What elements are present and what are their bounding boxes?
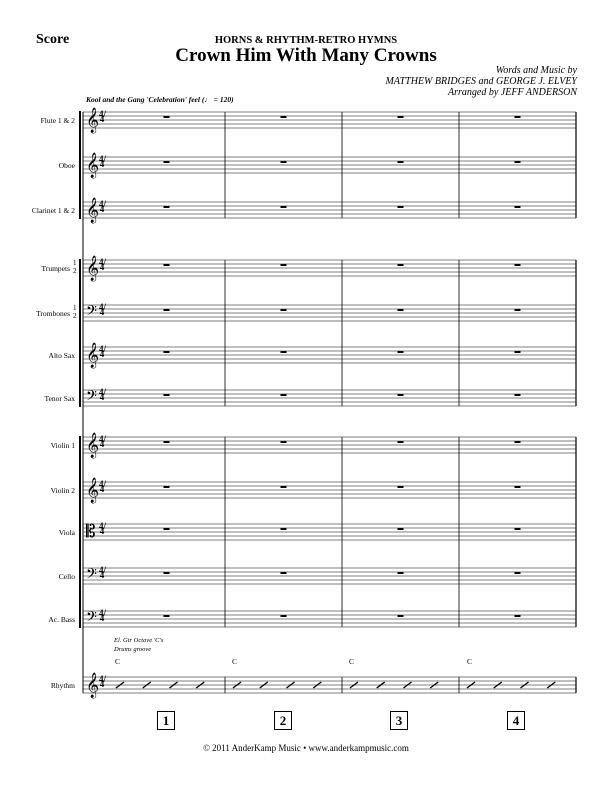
whole-rest-icon	[164, 116, 170, 118]
whole-rest-icon	[281, 309, 287, 311]
whole-rest-icon	[164, 309, 170, 311]
bass-clef-icon: 𝄢	[86, 388, 97, 408]
whole-rest-icon	[164, 615, 170, 617]
part-numbers: 1 2	[73, 304, 77, 320]
bass-clef-icon: 𝄢	[86, 609, 97, 629]
whole-rest-icon	[515, 615, 521, 617]
instrument-label: Violin 1	[50, 441, 75, 450]
whole-rest-icon	[281, 351, 287, 353]
time-signature: 4/4	[99, 153, 107, 170]
time-signature: 4/4	[99, 520, 107, 537]
time-signature: 4/4	[99, 673, 107, 690]
whole-rest-icon	[398, 441, 404, 443]
time-signature: 4/4	[99, 198, 107, 215]
whole-rest-icon	[515, 206, 521, 208]
copyright-footer: © 2011 AnderKamp Music • www.anderkampmusic.com	[203, 743, 409, 753]
series-title: HORNS & RHYTHM-RETRO HYMNS	[214, 35, 398, 46]
score-label: Score	[36, 32, 70, 47]
instrument-label: Flute 1 & 2	[40, 116, 75, 125]
time-signature: 4/4	[99, 108, 107, 125]
bass-clef-icon: 𝄢	[86, 566, 97, 586]
whole-rest-icon	[515, 264, 521, 266]
whole-rest-icon	[398, 264, 404, 266]
song-title: Crown Him With Many Crowns	[175, 45, 437, 66]
chord-symbol: C	[115, 657, 121, 666]
whole-rest-icon	[164, 572, 170, 574]
time-signature: 4/4	[99, 256, 107, 273]
treble-clef-icon: 𝄞	[86, 673, 100, 698]
whole-rest-icon	[398, 161, 404, 163]
whole-rest-icon	[281, 206, 287, 208]
treble-clef-icon: 𝄞	[86, 108, 100, 133]
instrument-label: Alto Sax	[48, 351, 75, 360]
whole-rest-icon	[515, 161, 521, 163]
whole-rest-icon	[515, 394, 521, 396]
chord-symbol: C	[232, 657, 238, 666]
whole-rest-icon	[515, 116, 521, 118]
treble-clef-icon: 𝄞	[86, 198, 100, 223]
whole-rest-icon	[515, 309, 521, 311]
whole-rest-icon	[164, 528, 170, 530]
whole-rest-icon	[281, 161, 287, 163]
instrument-label: Trumpets	[41, 264, 70, 273]
bass-clef-icon: 𝄢	[86, 303, 97, 323]
tempo-marking: Kool and the Gang 'Celebration' feel (♩ = 120)	[86, 95, 234, 104]
credit-line-2: MATTHEW BRIDGES and GEORGE J. ELVEY	[385, 76, 577, 87]
whole-rest-icon	[281, 264, 287, 266]
instrument-label: Rhythm	[50, 681, 75, 690]
time-signature: 4/4	[99, 607, 107, 624]
whole-rest-icon	[281, 394, 287, 396]
treble-clef-icon: 𝄞	[86, 153, 100, 178]
time-signature: 4/4	[99, 343, 107, 360]
instrument-label: Oboe	[58, 161, 75, 170]
whole-rest-icon	[398, 572, 404, 574]
whole-rest-icon	[164, 441, 170, 443]
whole-rest-icon	[281, 486, 287, 488]
rhythm-note-guitar: El. Gtr Octave 'C's	[114, 637, 164, 644]
time-signature: 4/4	[99, 386, 107, 403]
instrument-label: Cello	[58, 572, 75, 581]
credit-line-3: Arranged by JEFF ANDERSON	[448, 87, 577, 98]
whole-rest-icon	[281, 441, 287, 443]
whole-rest-icon	[515, 572, 521, 574]
whole-rest-icon	[515, 528, 521, 530]
measure-number: 2	[274, 711, 292, 730]
chord-symbol: C	[467, 657, 473, 666]
time-signature: 4/4	[99, 301, 107, 318]
measure-number: 4	[507, 711, 525, 730]
time-signature: 4/4	[99, 433, 107, 450]
whole-rest-icon	[281, 615, 287, 617]
whole-rest-icon	[164, 161, 170, 163]
time-signature: 4/4	[99, 478, 107, 495]
whole-rest-icon	[398, 394, 404, 396]
rhythm-note-drums: Drums groove	[114, 646, 152, 653]
whole-rest-icon	[281, 528, 287, 530]
whole-rest-icon	[281, 572, 287, 574]
whole-rest-icon	[398, 206, 404, 208]
measure-number: 3	[390, 711, 408, 730]
instrument-label: Trombones	[36, 309, 70, 318]
whole-rest-icon	[281, 116, 287, 118]
chord-symbol: C	[349, 657, 355, 666]
whole-rest-icon	[515, 441, 521, 443]
whole-rest-icon	[398, 528, 404, 530]
part-numbers: 1 2	[73, 259, 77, 275]
instrument-label: Violin 2	[50, 486, 75, 495]
time-signature: 4/4	[99, 564, 107, 581]
whole-rest-icon	[398, 351, 404, 353]
instrument-label: Viola	[58, 528, 75, 537]
whole-rest-icon	[164, 486, 170, 488]
whole-rest-icon	[398, 615, 404, 617]
treble-clef-icon: 𝄞	[86, 256, 100, 281]
measure-number: 1	[157, 711, 175, 730]
treble-clef-icon: 𝄞	[86, 343, 100, 368]
whole-rest-icon	[398, 116, 404, 118]
instrument-label: Tenor Sax	[44, 394, 75, 403]
credit-line-1: Words and Music by	[495, 65, 577, 76]
whole-rest-icon	[398, 486, 404, 488]
instrument-label: Clarinet 1 & 2	[31, 206, 75, 215]
whole-rest-icon	[164, 264, 170, 266]
whole-rest-icon	[164, 351, 170, 353]
alto-clef-icon: 𝄡	[86, 522, 96, 542]
whole-rest-icon	[164, 206, 170, 208]
treble-clef-icon: 𝄞	[86, 433, 100, 458]
whole-rest-icon	[515, 351, 521, 353]
whole-rest-icon	[164, 394, 170, 396]
whole-rest-icon	[515, 486, 521, 488]
instrument-label: Ac. Bass	[48, 615, 75, 624]
whole-rest-icon	[398, 309, 404, 311]
treble-clef-icon: 𝄞	[86, 478, 100, 503]
